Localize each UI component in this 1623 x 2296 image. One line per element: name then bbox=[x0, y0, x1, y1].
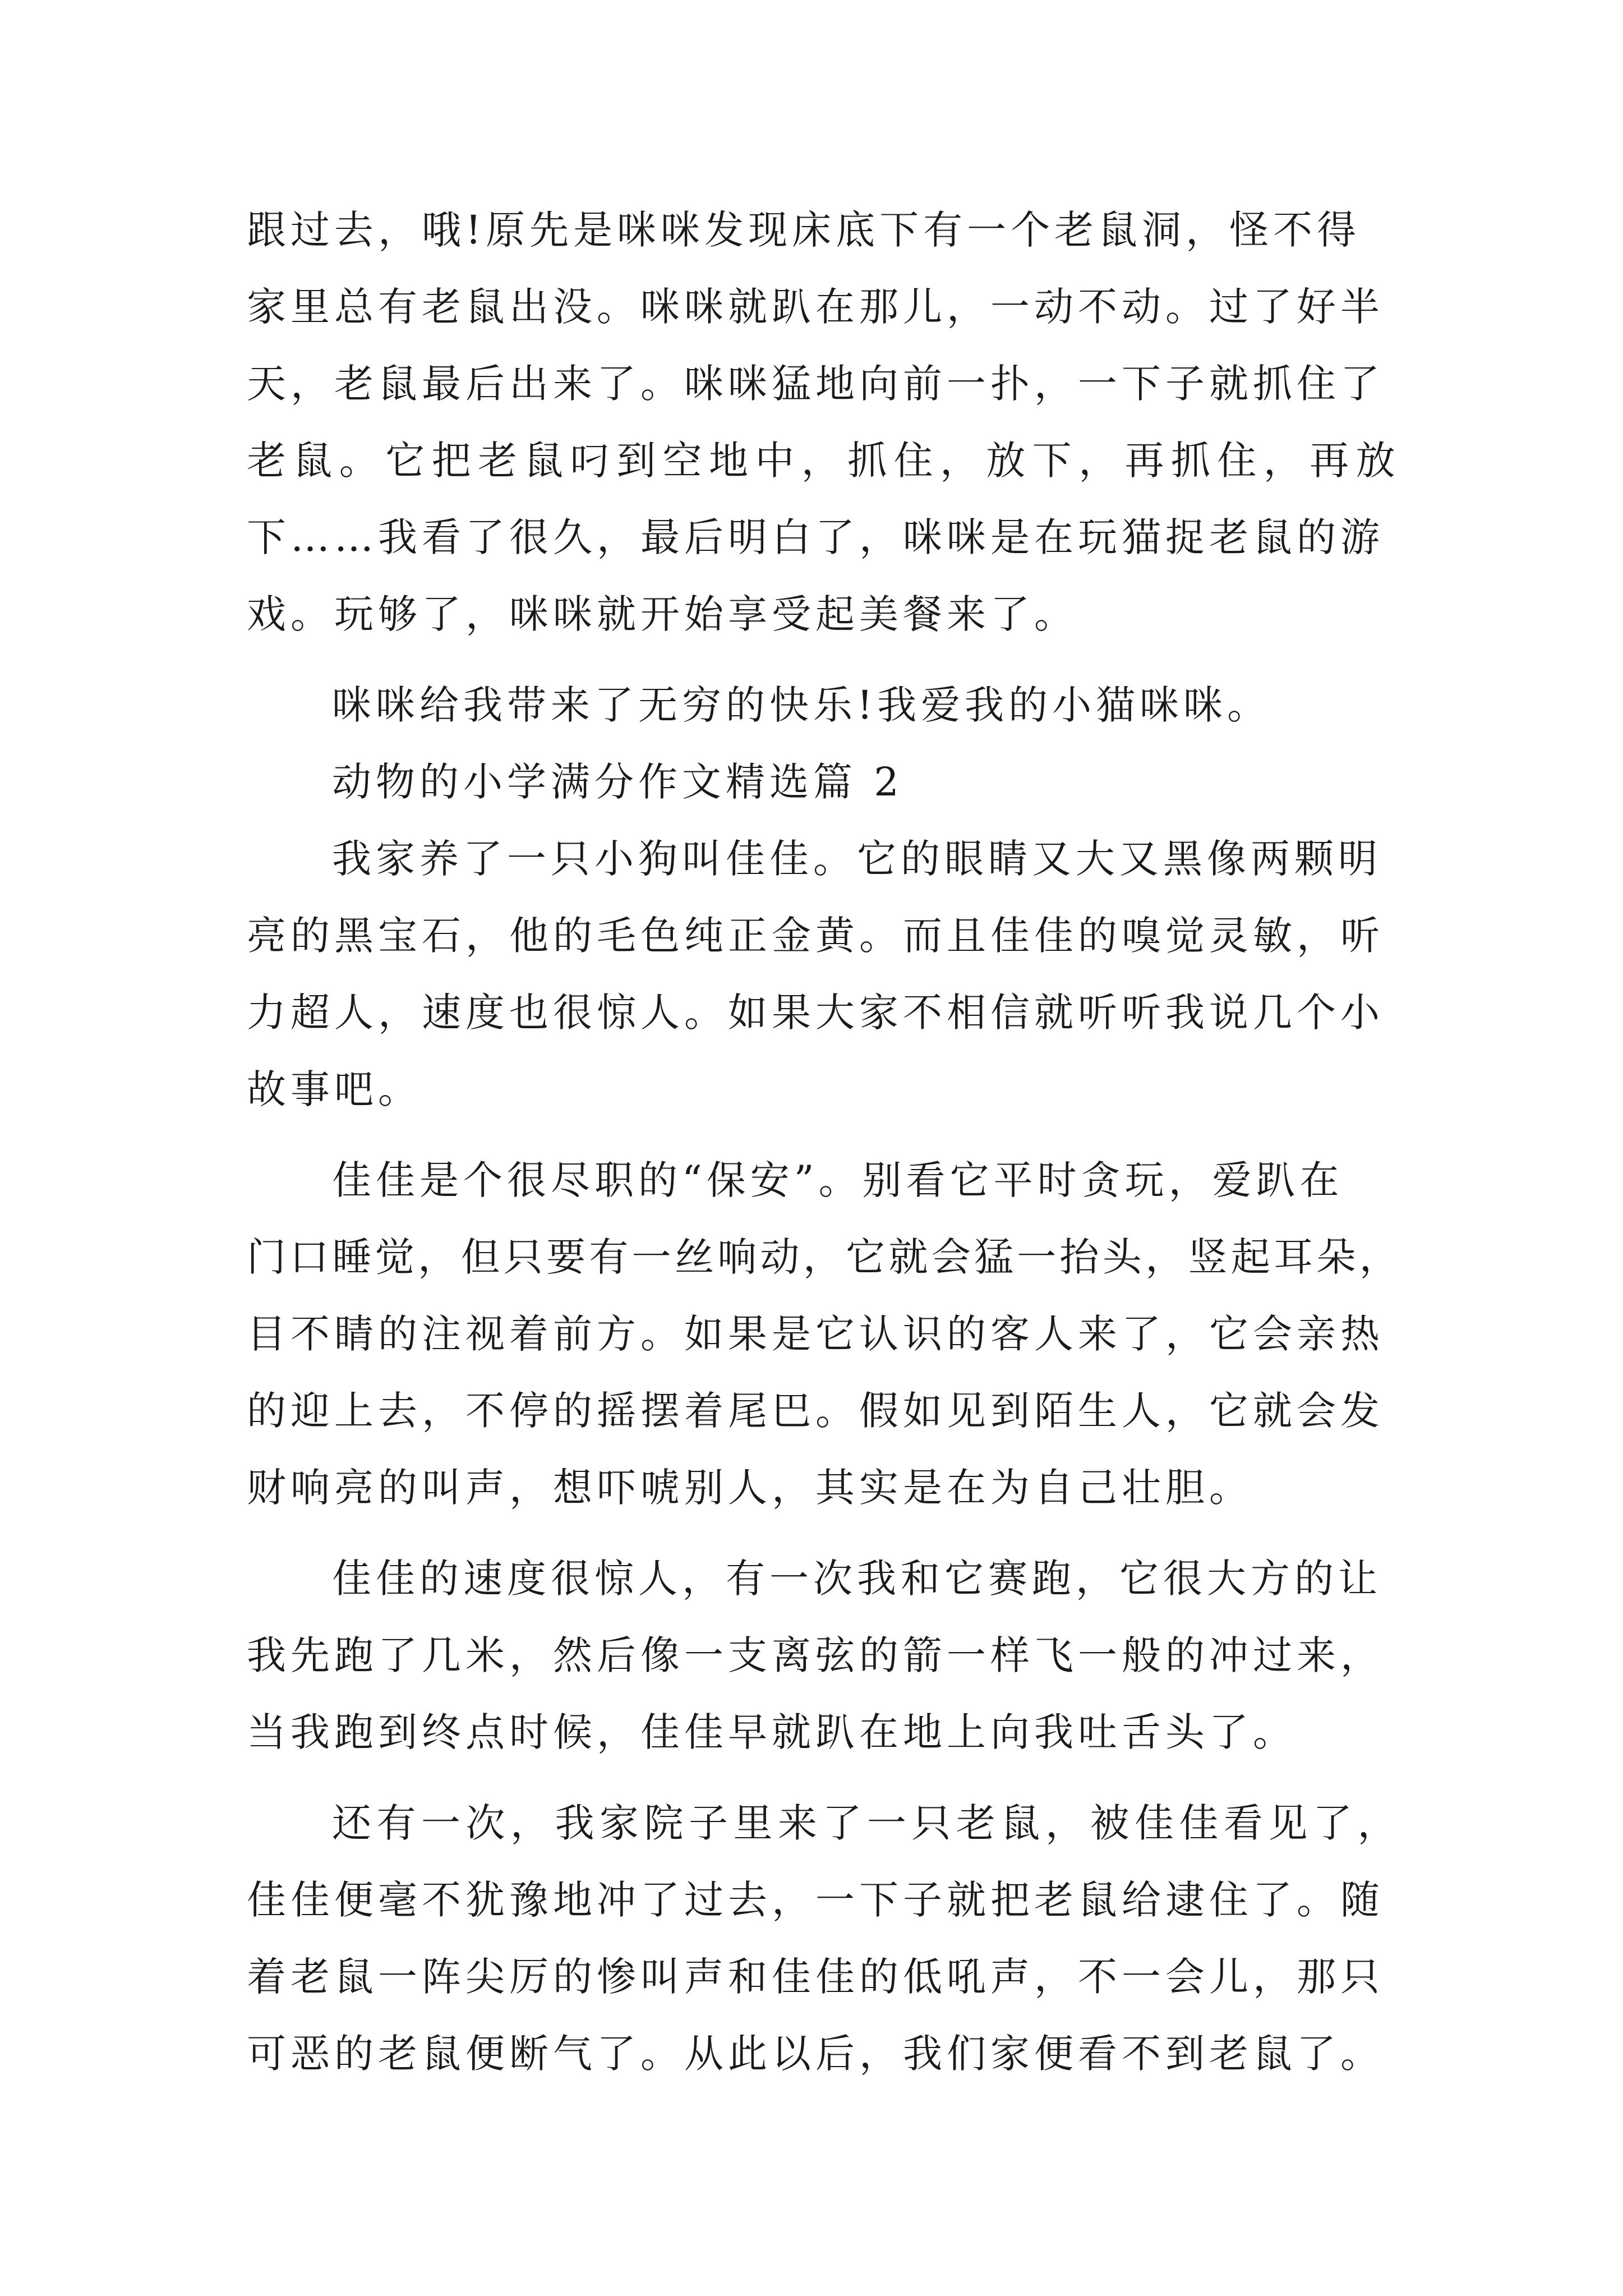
paragraph-line bbox=[0, 1548, 1623, 1609]
paragraph-line bbox=[0, 674, 1623, 736]
text-line bbox=[0, 583, 1623, 645]
paragraph-line bbox=[0, 828, 1623, 890]
text-line bbox=[0, 1701, 1623, 1763]
line-text: 亮的黑宝石，他的毛色纯正金黄。而且佳佳的嗅觉灵敏，听 bbox=[247, 913, 1384, 959]
line-text: 下……我看了很久，最后明白了，咪咪是在玩猫捉老鼠的游 bbox=[247, 514, 1384, 560]
text-line bbox=[0, 905, 1623, 967]
text-line bbox=[0, 2023, 1623, 2085]
text-line bbox=[0, 276, 1623, 338]
paragraph-line bbox=[0, 1792, 1623, 1854]
text-line bbox=[0, 982, 1623, 1043]
line-text: 门口睡觉，但只要有一丝响动，它就会猛一抬头，竖起耳朵， bbox=[247, 1234, 1402, 1280]
text-line bbox=[0, 1059, 1623, 1120]
text-line bbox=[0, 1226, 1623, 1288]
line-text: 着老鼠一阵尖厉的惨叫声和佳佳的低吼声，不一会儿，那只 bbox=[247, 1954, 1384, 2000]
line-text: 力超人，速度也很惊人。如果大家不相信就听听我说几个小 bbox=[247, 990, 1384, 1036]
text-line bbox=[0, 1946, 1623, 2008]
text-line bbox=[0, 1303, 1623, 1365]
line-text: 的迎上去，不停的摇摆着尾巴。假如见到陌生人，它就会发 bbox=[247, 1388, 1384, 1434]
line-text: 当我跑到终点时候，佳佳早就趴在地上向我吐舌头了。 bbox=[247, 1709, 1297, 1755]
line-text: 可恶的老鼠便断气了。从此以后，我们家便看不到老鼠了。 bbox=[247, 2031, 1384, 2077]
line-text: 佳佳便毫不犹豫地冲了过去，一下子就把老鼠给逮住了。随 bbox=[247, 1877, 1384, 1923]
line-text: 家里总有老鼠出没。咪咪就趴在那儿，一动不动。过了好半 bbox=[247, 284, 1384, 330]
section-heading bbox=[0, 751, 1623, 813]
text-line bbox=[0, 1457, 1623, 1519]
text-line bbox=[0, 1869, 1623, 1931]
heading-text: 动物的小学满分作文精选篇 2 bbox=[332, 759, 903, 805]
line-text: 目不睛的注视着前方。如果是它认识的客人来了，它会亲热 bbox=[247, 1311, 1384, 1357]
line-text: 跟过去，哦!原先是咪咪发现床底下有一个老鼠洞，怪不得 bbox=[247, 207, 1361, 253]
paragraph-line bbox=[0, 1149, 1623, 1211]
text-line bbox=[0, 507, 1623, 568]
line-text: 天，老鼠最后出来了。咪咪猛地向前一扑，一下子就抓住了 bbox=[247, 361, 1384, 407]
line-text: 戏。玩够了，咪咪就开始享受起美餐来了。 bbox=[247, 591, 1078, 637]
line-text: 咪咪给我带来了无穷的快乐!我爱我的小猫咪咪。 bbox=[332, 682, 1271, 728]
line-text: 我先跑了几米，然后像一支离弦的箭一样飞一般的冲过来， bbox=[247, 1632, 1384, 1678]
line-text: 还有一次，我家院子里来了一只老鼠，被佳佳看见了， bbox=[332, 1800, 1402, 1846]
text-line bbox=[0, 430, 1623, 491]
line-text: 故事吧。 bbox=[247, 1066, 422, 1112]
text-line bbox=[0, 199, 1623, 261]
line-text: 佳佳的速度很惊人，有一次我和它赛跑，它很大方的让 bbox=[332, 1556, 1382, 1602]
text-line bbox=[0, 1380, 1623, 1442]
line-text: 财响亮的叫声，想吓唬别人，其实是在为自己壮胆。 bbox=[247, 1465, 1253, 1511]
line-text: 我家养了一只小狗叫佳佳。它的眼睛又大又黑像两颗明 bbox=[332, 836, 1382, 882]
text-line bbox=[0, 1625, 1623, 1686]
line-text: 老鼠。它把老鼠叼到空地中，抓住，放下，再抓住，再放 bbox=[247, 438, 1402, 484]
text-line bbox=[0, 353, 1623, 415]
line-text: 佳佳是个很尽职的“保安”。别看它平时贪玩，爱趴在 bbox=[332, 1157, 1344, 1203]
